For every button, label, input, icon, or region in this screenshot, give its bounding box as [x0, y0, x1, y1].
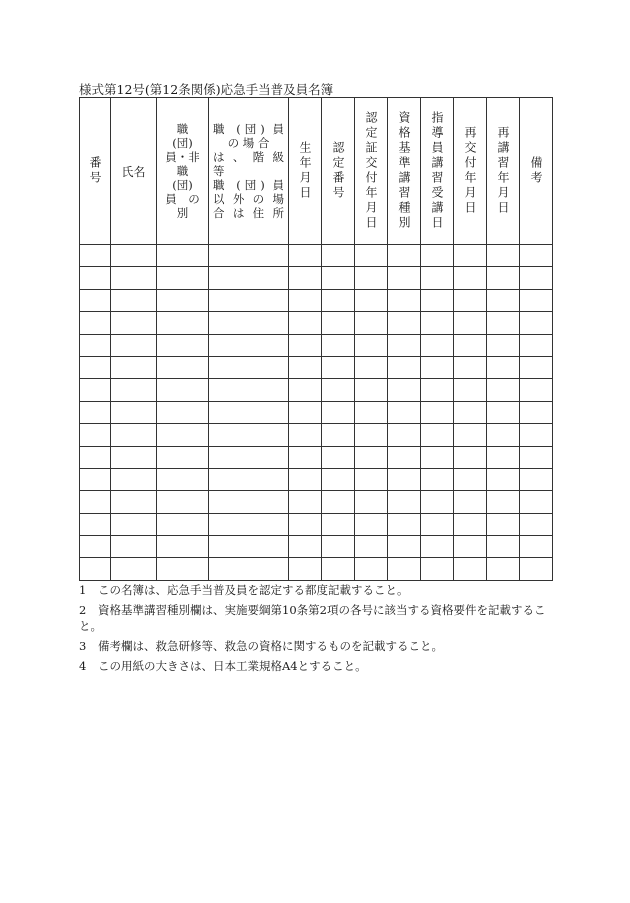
table-cell[interactable]	[322, 446, 355, 468]
table-cell[interactable]	[388, 558, 421, 580]
table-cell[interactable]	[520, 558, 553, 580]
table-cell[interactable]	[209, 401, 289, 423]
table-cell[interactable]	[80, 245, 111, 267]
note-text: 備考欄は、救急研修等、救急の資格に関するものを記載すること。	[98, 639, 443, 653]
table-cell[interactable]	[111, 446, 157, 468]
table-cell[interactable]	[487, 401, 520, 423]
table-row	[80, 468, 553, 490]
table-cell[interactable]	[111, 379, 157, 401]
table-cell[interactable]	[111, 491, 157, 513]
note-text: この名簿は、応急手当普及員を認定する都度記載すること。	[98, 583, 409, 597]
table-row	[80, 289, 553, 311]
table-cell[interactable]	[487, 267, 520, 289]
table-cell[interactable]	[289, 513, 322, 535]
table-cell[interactable]	[454, 267, 487, 289]
table-cell[interactable]	[322, 468, 355, 490]
table-cell[interactable]	[487, 312, 520, 334]
table-cell[interactable]	[454, 334, 487, 356]
table-cell[interactable]	[80, 401, 111, 423]
header-rank-address-line: は 、 階 級 等	[213, 150, 284, 178]
table-row	[80, 513, 553, 535]
table-cell[interactable]	[355, 245, 388, 267]
table-cell[interactable]	[454, 312, 487, 334]
header-instructor-course-date	[421, 98, 454, 245]
table-cell[interactable]	[289, 289, 322, 311]
table-cell[interactable]	[157, 379, 209, 401]
table-cell[interactable]	[520, 468, 553, 490]
table-row	[80, 312, 553, 334]
table-cell[interactable]	[355, 491, 388, 513]
table-cell[interactable]	[157, 401, 209, 423]
table-cell[interactable]	[388, 267, 421, 289]
table-cell[interactable]	[111, 536, 157, 558]
table-cell[interactable]	[322, 379, 355, 401]
table-cell[interactable]	[421, 468, 454, 490]
table-cell[interactable]	[322, 401, 355, 423]
table-cell[interactable]	[454, 536, 487, 558]
header-retraining-date	[487, 98, 520, 245]
table-cell[interactable]	[209, 334, 289, 356]
header-course-type	[388, 98, 421, 245]
table-cell[interactable]	[209, 289, 289, 311]
table-cell[interactable]	[80, 446, 111, 468]
table-cell[interactable]	[209, 312, 289, 334]
note-number: 2	[79, 603, 87, 617]
table-cell[interactable]	[421, 424, 454, 446]
table-cell[interactable]	[487, 289, 520, 311]
table-cell[interactable]	[289, 379, 322, 401]
header-name	[111, 98, 157, 245]
table-cell[interactable]	[157, 245, 209, 267]
table-cell[interactable]	[388, 424, 421, 446]
table-row	[80, 536, 553, 558]
notes-section	[79, 582, 555, 678]
table-cell[interactable]	[388, 536, 421, 558]
table-cell[interactable]	[388, 334, 421, 356]
table-cell[interactable]	[520, 491, 553, 513]
table-cell[interactable]	[111, 424, 157, 446]
table-row	[80, 245, 553, 267]
table-cell[interactable]	[157, 356, 209, 378]
table-cell[interactable]	[355, 513, 388, 535]
table-cell[interactable]	[157, 424, 209, 446]
table-cell[interactable]	[487, 558, 520, 580]
header-remarks-label: 備考	[529, 156, 543, 186]
table-cell[interactable]	[289, 334, 322, 356]
table-cell[interactable]	[421, 245, 454, 267]
table-cell[interactable]	[355, 379, 388, 401]
table-cell[interactable]	[421, 334, 454, 356]
table-cell[interactable]	[487, 446, 520, 468]
table-row	[80, 401, 553, 423]
header-number-label: 番号	[88, 156, 102, 186]
header-staff-type-line: 職	[176, 164, 189, 178]
table-cell[interactable]	[209, 513, 289, 535]
table-cell[interactable]	[289, 446, 322, 468]
note-item	[79, 602, 555, 634]
header-name-label: 氏名	[121, 164, 146, 179]
table-cell[interactable]	[111, 334, 157, 356]
table-cell[interactable]	[520, 513, 553, 535]
header-cert-issue-date	[355, 98, 388, 245]
header-number	[80, 98, 111, 245]
table-cell[interactable]	[289, 558, 322, 580]
header-staff-type-line: 別	[176, 206, 189, 220]
table-cell[interactable]	[421, 267, 454, 289]
table-cell[interactable]	[209, 446, 289, 468]
note-number: 4	[79, 659, 87, 673]
table-cell[interactable]	[421, 289, 454, 311]
header-remarks	[520, 98, 553, 245]
table-cell[interactable]	[111, 312, 157, 334]
table-cell[interactable]	[520, 289, 553, 311]
table-cell[interactable]	[355, 289, 388, 311]
header-row	[80, 98, 553, 245]
header-rank-address	[209, 98, 289, 245]
table-cell[interactable]	[421, 491, 454, 513]
table-cell[interactable]	[454, 379, 487, 401]
table-cell[interactable]	[388, 446, 421, 468]
table-cell[interactable]	[355, 356, 388, 378]
table-cell[interactable]	[157, 536, 209, 558]
table-cell[interactable]	[487, 424, 520, 446]
table-cell[interactable]	[209, 558, 289, 580]
header-staff-type-line: 職	[176, 122, 189, 136]
table-row	[80, 267, 553, 289]
table-cell[interactable]	[421, 536, 454, 558]
note-item	[79, 658, 555, 674]
table-cell[interactable]	[520, 245, 553, 267]
table-cell[interactable]	[388, 312, 421, 334]
table-cell[interactable]	[322, 312, 355, 334]
table-cell[interactable]	[209, 245, 289, 267]
table-cell[interactable]	[111, 356, 157, 378]
table-cell[interactable]	[80, 536, 111, 558]
table-cell[interactable]	[520, 356, 553, 378]
table-cell[interactable]	[111, 401, 157, 423]
table-cell[interactable]	[289, 245, 322, 267]
table-cell[interactable]	[157, 446, 209, 468]
table-cell[interactable]	[111, 267, 157, 289]
table-cell[interactable]	[421, 379, 454, 401]
table-cell[interactable]	[454, 558, 487, 580]
table-cell[interactable]	[355, 267, 388, 289]
header-rank-address-line: の 場 合	[227, 136, 270, 150]
note-number: 1	[79, 583, 87, 597]
table-cell[interactable]	[289, 468, 322, 490]
header-rank-address-line: 合 は 住 所	[213, 206, 284, 220]
header-staff-type-line: 員・非	[165, 150, 200, 164]
table-cell[interactable]	[80, 491, 111, 513]
table-cell[interactable]	[80, 513, 111, 535]
table-row	[80, 334, 553, 356]
table-cell[interactable]	[80, 558, 111, 580]
table-cell[interactable]	[454, 289, 487, 311]
table-cell[interactable]	[322, 289, 355, 311]
table-row	[80, 356, 553, 378]
table-cell[interactable]	[355, 446, 388, 468]
register-table	[79, 97, 553, 581]
table-cell[interactable]	[157, 312, 209, 334]
table-cell[interactable]	[520, 312, 553, 334]
table-cell[interactable]	[454, 468, 487, 490]
table-cell[interactable]	[289, 312, 322, 334]
table-cell[interactable]	[487, 536, 520, 558]
table-cell[interactable]	[487, 379, 520, 401]
header-cert-number	[322, 98, 355, 245]
table-cell[interactable]	[80, 468, 111, 490]
table-row	[80, 491, 553, 513]
header-rank-address-line: 職 (団) 員	[213, 178, 284, 192]
table-cell[interactable]	[322, 334, 355, 356]
note-item	[79, 638, 555, 654]
table-cell[interactable]	[454, 401, 487, 423]
table-cell[interactable]	[322, 491, 355, 513]
table-cell[interactable]	[487, 334, 520, 356]
table-cell[interactable]	[421, 401, 454, 423]
table-cell[interactable]	[454, 513, 487, 535]
header-retraining-date-label: 再講習年月日	[496, 126, 510, 216]
table-cell[interactable]	[322, 513, 355, 535]
table-cell[interactable]	[322, 267, 355, 289]
table-cell[interactable]	[111, 468, 157, 490]
note-item	[79, 582, 555, 598]
header-staff-type	[157, 98, 209, 245]
table-cell[interactable]	[487, 356, 520, 378]
table-cell[interactable]	[111, 289, 157, 311]
table-cell[interactable]	[355, 401, 388, 423]
table-cell[interactable]	[388, 245, 421, 267]
table-cell[interactable]	[209, 379, 289, 401]
table-cell[interactable]	[355, 468, 388, 490]
table-cell[interactable]	[157, 334, 209, 356]
table-cell[interactable]	[388, 289, 421, 311]
table-cell[interactable]	[520, 267, 553, 289]
table-cell[interactable]	[80, 424, 111, 446]
table-row	[80, 446, 553, 468]
table-cell[interactable]	[520, 424, 553, 446]
table-cell[interactable]	[454, 491, 487, 513]
table-cell[interactable]	[157, 267, 209, 289]
table-cell[interactable]	[355, 424, 388, 446]
table-cell[interactable]	[454, 424, 487, 446]
table-body	[80, 245, 553, 581]
table-cell[interactable]	[209, 356, 289, 378]
header-birthdate-label: 生年月日	[298, 141, 312, 201]
table-cell[interactable]	[355, 558, 388, 580]
header-staff-type-line: (団)	[172, 178, 193, 192]
table-cell[interactable]	[209, 491, 289, 513]
table-cell[interactable]	[157, 558, 209, 580]
header-cert-issue-date-label: 認定証交付年月日	[364, 111, 378, 231]
form-title: 様式第12号(第12条関係)応急手当普及員名簿	[79, 82, 334, 97]
table-cell[interactable]	[520, 446, 553, 468]
table-cell[interactable]	[322, 356, 355, 378]
table-cell[interactable]	[388, 468, 421, 490]
table-cell[interactable]	[421, 356, 454, 378]
header-birthdate	[289, 98, 322, 245]
table-cell[interactable]	[355, 334, 388, 356]
table-cell[interactable]	[487, 245, 520, 267]
table-cell[interactable]	[355, 536, 388, 558]
header-staff-type-line: (団)	[172, 136, 193, 150]
table-cell[interactable]	[80, 267, 111, 289]
table-cell[interactable]	[454, 245, 487, 267]
table-cell[interactable]	[289, 267, 322, 289]
table-cell[interactable]	[322, 424, 355, 446]
table-cell[interactable]	[454, 356, 487, 378]
header-staff-type-line: 員 の	[165, 192, 200, 206]
table-cell[interactable]	[520, 536, 553, 558]
table-cell[interactable]	[520, 401, 553, 423]
note-text: 資格基準講習種別欄は、実施要綱第10条第2項の各号に該当する資格要件を記載すること。	[79, 603, 546, 633]
header-cert-number-label: 認定番号	[331, 141, 345, 201]
table-cell[interactable]	[111, 245, 157, 267]
table-cell[interactable]	[80, 312, 111, 334]
table-cell[interactable]	[322, 536, 355, 558]
header-reissue-date-label: 再交付年月日	[463, 126, 477, 216]
table-cell[interactable]	[209, 424, 289, 446]
note-number: 3	[79, 639, 87, 653]
table-cell[interactable]	[157, 513, 209, 535]
table-cell[interactable]	[421, 312, 454, 334]
table-cell[interactable]	[487, 491, 520, 513]
table-cell[interactable]	[80, 289, 111, 311]
table-cell[interactable]	[289, 356, 322, 378]
table-cell[interactable]	[111, 558, 157, 580]
table-cell[interactable]	[388, 513, 421, 535]
table-cell[interactable]	[322, 245, 355, 267]
table-cell[interactable]	[421, 513, 454, 535]
table-cell[interactable]	[388, 491, 421, 513]
table-cell[interactable]	[157, 491, 209, 513]
table-cell[interactable]	[355, 312, 388, 334]
table-cell[interactable]	[80, 356, 111, 378]
table-cell[interactable]	[520, 334, 553, 356]
table-cell[interactable]	[487, 513, 520, 535]
table-cell[interactable]	[388, 356, 421, 378]
header-reissue-date	[454, 98, 487, 245]
header-rank-address-line: 以 外 の 場	[213, 192, 284, 206]
table-cell[interactable]	[80, 379, 111, 401]
table-row	[80, 558, 553, 580]
header-instructor-course-date-label: 指導員講習受講日	[430, 111, 444, 231]
table-cell[interactable]	[209, 468, 289, 490]
table-cell[interactable]	[289, 491, 322, 513]
table-cell[interactable]	[157, 468, 209, 490]
table-cell[interactable]	[454, 446, 487, 468]
header-rank-address-line: 職 (団) 員	[213, 122, 284, 136]
note-text: この用紙の大きさは、日本工業規格A4とすること。	[98, 659, 367, 673]
table-cell[interactable]	[209, 267, 289, 289]
table-cell[interactable]	[80, 334, 111, 356]
table-cell[interactable]	[421, 446, 454, 468]
table-row	[80, 379, 553, 401]
table-cell[interactable]	[157, 289, 209, 311]
table-cell[interactable]	[388, 379, 421, 401]
table-cell[interactable]	[111, 513, 157, 535]
table-cell[interactable]	[487, 468, 520, 490]
table-cell[interactable]	[289, 401, 322, 423]
table-cell[interactable]	[388, 401, 421, 423]
table-cell[interactable]	[209, 536, 289, 558]
table-cell[interactable]	[322, 558, 355, 580]
table-cell[interactable]	[520, 379, 553, 401]
table-row	[80, 424, 553, 446]
table-cell[interactable]	[289, 424, 322, 446]
header-course-type-label: 資格基準講習種別	[397, 111, 411, 231]
table-cell[interactable]	[421, 558, 454, 580]
table-cell[interactable]	[289, 536, 322, 558]
